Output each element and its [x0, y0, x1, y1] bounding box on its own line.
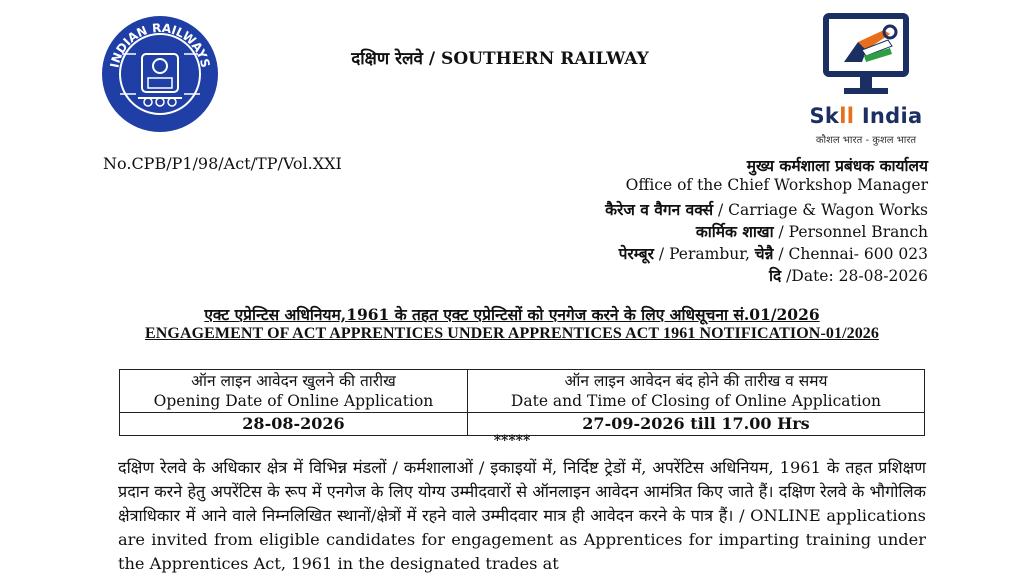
- address-line-date: दि /Date: 28-08-2026: [769, 266, 928, 285]
- address-line-works: कैरेज व वैगन वर्क्स / Carriage & Wagon Works: [605, 200, 928, 219]
- skill-india-logo: [800, 12, 932, 152]
- svg-text:INDIAN RAILWAYS: INDIAN RAILWAYS: [107, 20, 213, 70]
- address-line-office-hindi: मुख्य कर्मशाला प्रबंधक कार्यालय: [746, 156, 928, 175]
- skill-india-monitor-icon: [800, 12, 932, 104]
- closing-date-value: 27-09-2026 till 17.00 Hrs: [467, 413, 924, 436]
- reference-number: No.CPB/P1/98/Act/TP/Vol.XXI: [103, 154, 342, 173]
- skill-india-wordmark: Skll India: [809, 104, 923, 128]
- indian-railways-logo: [100, 14, 220, 134]
- table-row: [120, 370, 925, 413]
- address-line-branch: कार्मिक शाखा / Personnel Branch: [695, 222, 928, 241]
- notification-title-english: ENGAGEMENT OF ACT APPRENTICES UNDER APPRENTICES ACT 1961 NOTIFICATION-01/2026: [144, 325, 880, 342]
- address-line-office: Office of the Chief Workshop Manager: [625, 176, 928, 194]
- closing-date-header: ऑन लाइन आवेदन बंद होने की तारीख व समय Date and Time of Closing of Online Application: [467, 370, 924, 413]
- address-line-city: पेरम्बूर / Perambur, चेन्नै / Chennai- 600 023: [618, 244, 928, 263]
- notification-title-hindi: एक्ट एप्रेन्टिस अधिनियम,1961 के तहत एक्ट एप्रेन्टिसों को एनगेज करने के लिए अधिसूचना सं.01/2026: [204, 305, 820, 324]
- notification-body-text: दक्षिण रेलवे के अधिकार क्षेत्र में विभिन्न मंडलों / कर्मशालाओं / इकाइयों में, निर्दिष्ट ट्रेडों में, अपरेंटिस अधिनियम, 1961 के तहत प्रशिक्षण प्रदान करने हेतु अपरेंटिस के रूप में एनगेज के लिए योग्य उम्मीदवारों से ऑनलाइन आवेदन आमंत्रित किए जाते हैं। दक्षिण रेलवे के भौगोलिक क्षेत्राधिकार में आने वाले निम्नलिखित स्थानों/क्षेत्रों में रहने वाले उम्मीदवार मात्र ही आवेदन करने के पात्र हैं। / ONLINE applications are invited from eligible candidates for engagement as Apprentices for imparting training under the Apprentices Act, 1961 in the designated trades at: [118, 458, 926, 573]
- skill-india-tagline: कौशल भारत - कुशल भारत: [815, 135, 917, 146]
- opening-date-header: ऑन लाइन आवेदन खुलने की तारीख Opening Date of Online Application: [120, 370, 468, 413]
- application-dates-table: [119, 369, 925, 436]
- opening-date-value: 28-08-2026: [120, 413, 468, 436]
- organisation-title: दक्षिण रेलवे / SOUTHERN RAILWAY: [351, 49, 649, 69]
- section-separator: *****: [493, 433, 531, 449]
